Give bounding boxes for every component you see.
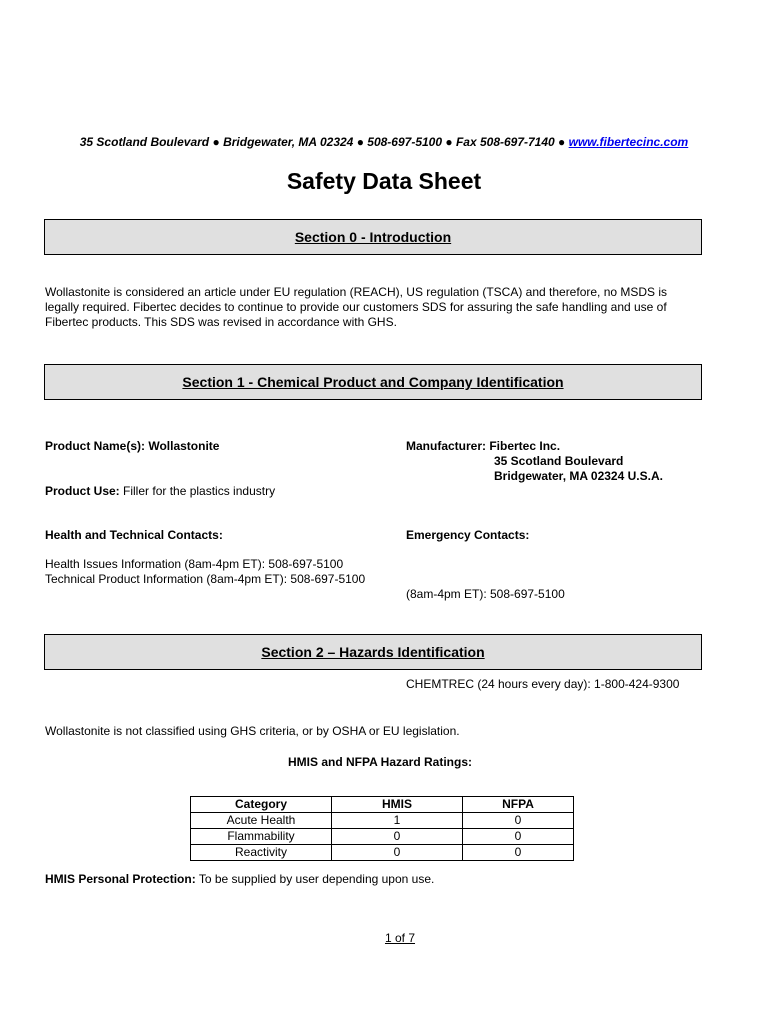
table-cell: 1 [332,813,463,829]
manufacturer-label: Manufacturer: Fibertec Inc. [406,439,561,453]
page-number: 1 of 7 [384,931,416,945]
health-contact-line: Health Issues Information (8am-4pm ET): 508-697-5100 [45,557,344,571]
manufacturer-address-2: Bridgewater, MA 02324 U.S.A. [494,469,663,483]
table-cell: 0 [463,813,574,829]
table-cell: 0 [463,845,574,861]
table-row [191,845,574,861]
ratings-title: HMIS and NFPA Hazard Ratings: [287,755,472,769]
table-row [191,829,574,845]
bullet-icon: ● [212,135,220,149]
emergency-contact-line: (8am-4pm ET): 508-697-5100 [406,587,565,601]
classification-text: Wollastonite is not classified using GHS criteria, or by OSHA or EU legislation. [45,724,460,738]
column-header: Category [191,797,332,813]
header-fax: Fax 508-697-7140 [455,135,555,149]
personal-protection [45,872,434,887]
product-use-label: Product Use: [45,484,120,498]
table-cell: 0 [332,829,463,845]
table-cell: 0 [332,845,463,861]
column-header: NFPA [463,797,574,813]
table-cell: Flammability [191,829,332,845]
section-0-heading: Section 0 - Introduction [44,219,702,255]
intro-line: Fibertec products. This SDS was revised in accordance with GHS. [45,315,397,329]
product-name: Product Name(s): Wollastonite [45,439,220,453]
intro-line: legally required. Fibertec decides to continue to provide our customers SDS for assuring the safe handling and use of [45,300,667,314]
bullet-icon: ● [356,135,364,149]
header-city: Bridgewater, MA 02324 [223,135,354,149]
health-contact-line: Technical Product Information (8am-4pm ET): 508-697-5100 [45,572,366,586]
product-use [45,484,275,499]
intro-paragraph [45,285,725,330]
protection-value: To be supplied by user depending upon use. [195,872,435,886]
page-title: Safety Data Sheet [286,168,482,194]
protection-label: HMIS Personal Protection: [45,872,196,886]
bullet-icon: ● [558,135,566,149]
product-use-value: Filler for the plastics industry [119,484,276,498]
section-1-heading: Section 1 - Chemical Product and Company Identification [44,364,702,400]
table-header-row [191,797,574,813]
hazard-ratings-table [190,796,574,861]
company-header [0,135,768,149]
table-cell: Acute Health [191,813,332,829]
table-cell: 0 [463,829,574,845]
intro-line: Wollastonite is considered an article under EU regulation (REACH), US regulation (TSCA) and therefore, no MSDS is [45,285,668,299]
health-contacts-label: Health and Technical Contacts: [45,528,223,542]
website-link[interactable]: www.fibertecinc.com [568,135,689,149]
column-header: HMIS [332,797,463,813]
header-address: 35 Scotland Boulevard [79,135,210,149]
section-2-heading: Section 2 – Hazards Identification [44,634,702,670]
emergency-contacts [406,557,679,707]
emergency-contact-line: CHEMTREC (24 hours every day): 1-800-424-9300 [406,677,680,691]
table-row [191,813,574,829]
table-cell: Reactivity [191,845,332,861]
header-phone: 508-697-5100 [367,135,443,149]
manufacturer-address-1: 35 Scotland Boulevard [494,454,624,468]
bullet-icon: ● [445,135,453,149]
emergency-contacts-label: Emergency Contacts: [406,528,530,542]
health-contacts [45,557,365,587]
